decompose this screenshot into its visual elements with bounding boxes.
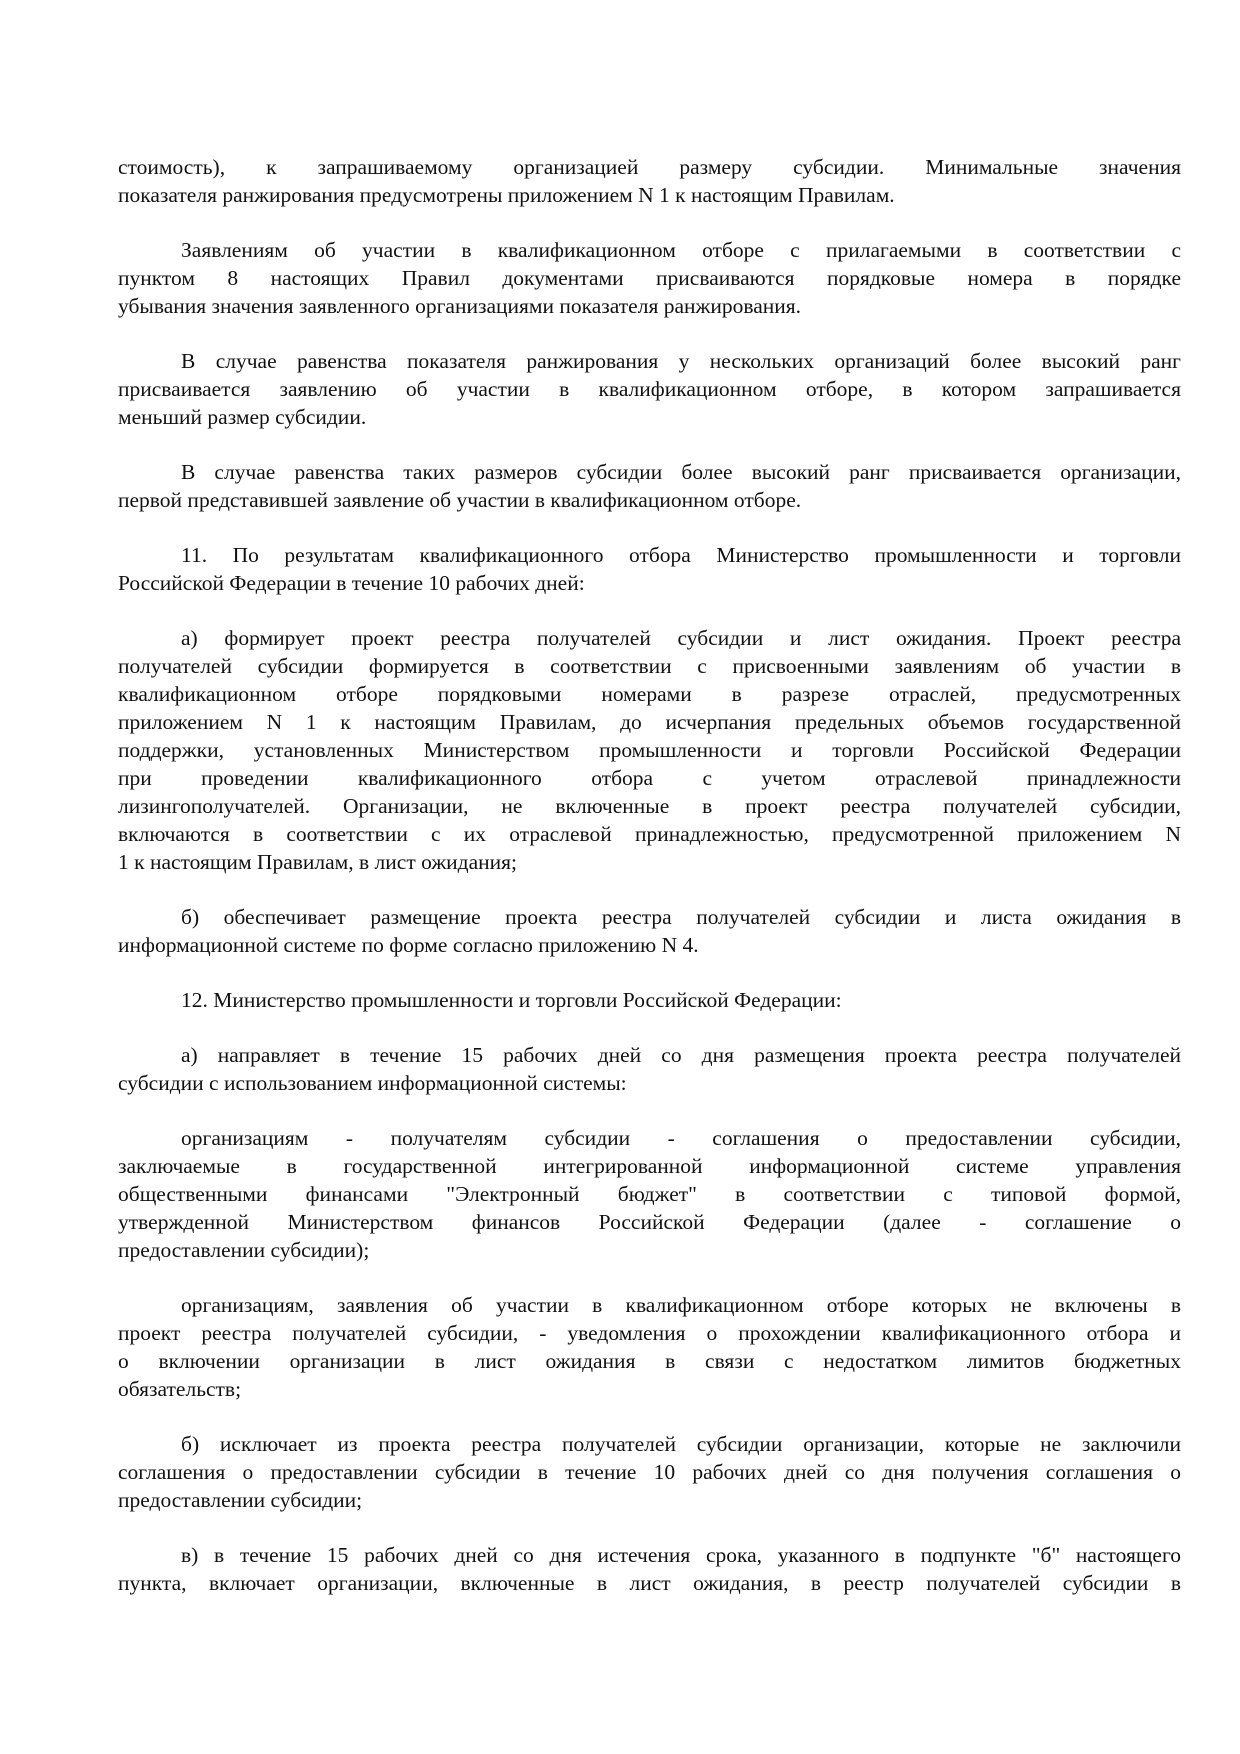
- paragraph: [118, 1291, 1181, 1403]
- paragraph: [118, 458, 1181, 514]
- paragraph: [118, 541, 1181, 597]
- paragraph: [118, 153, 1181, 209]
- text-line: Российской Федерации в течение 10 рабочих дней:: [118, 571, 585, 595]
- text-line: пункта, включает организации, включенные в лист ожидания, в реестр получателей субсидии в: [118, 1571, 1181, 1595]
- document-page: [118, 153, 1181, 1624]
- text-line: приложением N 1 к настоящим Правилам, до исчерпания предельных объемов государственной: [118, 710, 1181, 734]
- paragraph: [118, 236, 1181, 320]
- text-line: предоставлении субсидии;: [118, 1488, 363, 1512]
- text-line: пунктом 8 настоящих Правил документами присваиваются порядковые номера в порядке: [118, 266, 1181, 290]
- paragraph: [118, 903, 1181, 959]
- text-line: 12. Министерство промышленности и торговли Российской Федерации:: [181, 988, 842, 1012]
- text-line: заключаемые в государственной интегрированной информационной системе управления: [118, 1154, 1181, 1178]
- text-line: лизингополучателей. Организации, не включенные в проект реестра получателей субсидии,: [118, 794, 1181, 818]
- text-line: стоимость), к запрашиваемому организацией размеру субсидии. Минимальные значения: [118, 155, 1181, 179]
- text-line: убывания значения заявленного организациями показателя ранжирования.: [118, 294, 802, 318]
- text-line: общественными финансами "Электронный бюджет" в соответствии с типовой формой,: [118, 1182, 1181, 1206]
- text-line: проект реестра получателей субсидии, - уведомления о прохождении квалификационного отбора и: [118, 1321, 1181, 1345]
- text-line: при проведении квалификационного отбора с учетом отраслевой принадлежности: [118, 766, 1181, 790]
- text-line: Заявлениям об участии в квалификационном отборе с прилагаемыми в соответствии с: [181, 238, 1181, 262]
- text-line: а) направляет в течение 15 рабочих дней со дня размещения проекта реестра получателей: [181, 1043, 1181, 1067]
- text-line: получателей субсидии формируется в соответствии с присвоенными заявлениям об участии в: [118, 654, 1181, 678]
- text-line: квалификационном отборе порядковыми номерами в разрезе отраслей, предусмотренных: [118, 682, 1181, 706]
- paragraph: [118, 1541, 1181, 1597]
- paragraph: [118, 986, 1181, 1014]
- text-line: присваивается заявлению об участии в квалификационном отборе, в котором запрашивается: [118, 377, 1181, 401]
- text-line: В случае равенства показателя ранжирования у нескольких организаций более высокий ранг: [181, 349, 1181, 373]
- text-line: в) в течение 15 рабочих дней со дня истечения срока, указанного в подпункте "б" настоящего: [181, 1543, 1181, 1567]
- text-line: б) обеспечивает размещение проекта реестра получателей субсидии и листа ожидания в: [181, 905, 1181, 929]
- text-line: о включении организации в лист ожидания в связи с недостатком лимитов бюджетных: [118, 1349, 1181, 1373]
- text-line: первой представившей заявление об участии в квалификационном отборе.: [118, 488, 802, 512]
- paragraph: [118, 1430, 1181, 1514]
- paragraph: [118, 1041, 1181, 1097]
- paragraph: [118, 1124, 1181, 1264]
- text-line: 1 к настоящим Правилам, в лист ожидания;: [118, 850, 518, 874]
- text-line: организациям - получателям субсидии - соглашения о предоставлении субсидии,: [181, 1126, 1181, 1150]
- text-line: б) исключает из проекта реестра получателей субсидии организации, которые не заключили: [181, 1432, 1181, 1456]
- text-line: соглашения о предоставлении субсидии в течение 10 рабочих дней со дня получения соглашения о: [118, 1460, 1181, 1484]
- paragraph: [118, 347, 1181, 431]
- text-line: обязательств;: [118, 1377, 242, 1401]
- text-line: В случае равенства таких размеров субсидии более высокий ранг присваивается организации,: [181, 460, 1181, 484]
- text-line: информационной системе по форме согласно приложению N 4.: [118, 933, 699, 957]
- text-line: а) формирует проект реестра получателей субсидии и лист ожидания. Проект реестра: [181, 626, 1181, 650]
- text-line: включаются в соответствии с их отраслевой принадлежностью, предусмотренной приложением N: [118, 822, 1181, 846]
- text-line: утвержденной Министерством финансов Российской Федерации (далее - соглашение о: [118, 1210, 1181, 1234]
- text-line: 11. По результатам квалификационного отбора Министерство промышленности и торговли: [181, 543, 1181, 567]
- text-line: меньший размер субсидии.: [118, 405, 367, 429]
- text-line: поддержки, установленных Министерством промышленности и торговли Российской Федерации: [118, 738, 1181, 762]
- paragraph: [118, 624, 1181, 876]
- text-line: организациям, заявления об участии в квалификационном отборе которых не включены в: [181, 1293, 1181, 1317]
- text-line: субсидии с использованием информационной системы:: [118, 1071, 627, 1095]
- text-line: показателя ранжирования предусмотрены приложением N 1 к настоящим Правилам.: [118, 183, 895, 207]
- text-line: предоставлении субсидии);: [118, 1238, 370, 1262]
